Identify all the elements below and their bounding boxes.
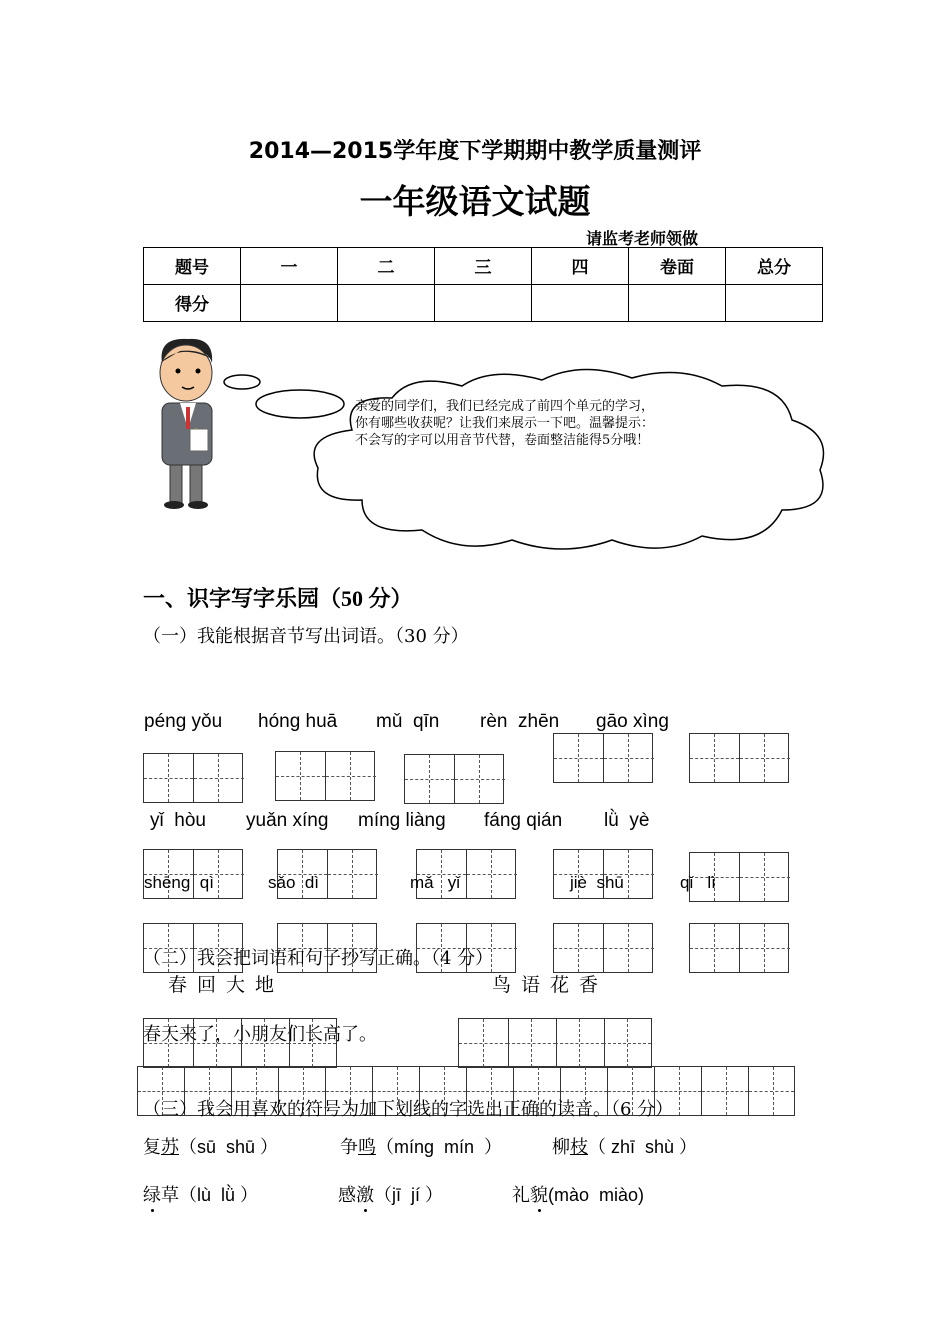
teacher-cartoon-illustration [140,333,230,511]
pinyin-label: sǎo dì [268,873,320,892]
score-table-score-row [144,285,823,322]
exam-title-line2: 一年级语文试题 [359,182,591,221]
score-header-cell: 一 [241,248,338,285]
pinyin-label: míng liàng [358,810,446,831]
writing-grid-row[interactable] [143,1018,337,1068]
reading-item: 争鸣（míng mín ） [340,1137,503,1158]
score-input-cell[interactable] [532,285,629,322]
pinyin-label: yǐ hòu [150,810,206,831]
bubble-line: 不会写的字可以用音节代替，卷面整洁能得5分哦！ [355,433,650,448]
writing-grid[interactable] [275,751,375,801]
score-header-cell: 总分 [726,248,823,285]
pinyin-label: jiè shū [570,873,624,892]
pinyin-label: fáng qián [484,810,563,831]
pinyin-options[interactable]: (mào miào) [548,1185,645,1205]
part3-title: （三）我会用喜欢的符号为加下划线的字选出正确的读音。（6 分） [143,1099,674,1120]
pinyin-label: mǔ qīn [376,711,440,732]
pinyin-label: shēng qì [144,873,214,892]
reading-item: 绿草（lù lǜ ） [143,1185,259,1206]
score-input-cell[interactable] [726,285,823,322]
score-input-cell[interactable] [241,285,338,322]
pinyin-label: qǐ lì [680,873,716,892]
underlined-char: 苏 [161,1137,179,1158]
pinyin-options[interactable]: （lù lǜ ） [179,1185,259,1205]
reading-item: 感激（jī jí ） [338,1185,444,1206]
score-header-cell: 二 [338,248,435,285]
score-row-label: 得分 [144,285,241,322]
reading-item: 柳枝（ zhī shù ） [552,1137,698,1158]
reading-item: 礼貌(mào miào) [512,1185,645,1206]
pinyin-label: yuǎn xíng [246,810,329,831]
score-input-cell[interactable] [435,285,532,322]
proctor-note: 请监考老师领做 [586,229,699,248]
reading-item: 复苏（sū shū ） [143,1137,279,1158]
writing-grid[interactable] [553,733,653,783]
pinyin-label: mǎ yǐ [410,873,461,892]
copy-word-1: 春回大地 [168,974,285,996]
underlined-char: 枝 [570,1137,588,1158]
score-header-cell: 四 [532,248,629,285]
score-table [143,247,823,322]
score-table-header-row [144,248,823,285]
pinyin-label: hóng huā [258,711,338,732]
score-header-cell: 三 [435,248,532,285]
part1-title: （一）我能根据音节写出词语。（30 分） [143,626,469,647]
writing-grid[interactable] [143,753,243,803]
writing-grid[interactable] [553,923,653,973]
dotted-char: 绿 [143,1185,161,1206]
pinyin-options[interactable]: （jī jí ） [374,1185,444,1205]
dotted-char: 貌 [530,1185,548,1206]
writing-grid-row[interactable] [458,1018,652,1068]
part2-title: （二）我会把词语和句子抄写正确。（4 分） [143,948,494,969]
pinyin-label: gāo xìng [596,711,669,732]
bubble-message [355,398,654,449]
pinyin-options[interactable]: （míng mín ） [376,1137,503,1157]
section1-title: 一、识字写字乐园（50 分） [143,586,413,611]
thought-bubble [222,360,836,560]
copy-sentence: 春天来了，小朋友们长高了。 [143,1024,377,1045]
bubble-line: 你有哪些收获呢？让我们来展示一下吧。温馨提示： [355,416,655,431]
pinyin-label: péng yǒu [144,711,223,732]
dotted-char: 激 [356,1185,374,1206]
score-header-cell: 题号 [144,248,241,285]
writing-grid[interactable] [689,733,789,783]
exam-title-line1: 2014—2015学年度下学期期中教学质量测评 [248,139,702,164]
score-input-cell[interactable] [629,285,726,322]
pinyin-label: rèn zhēn [480,711,560,732]
copy-word-2: 鸟语花香 [492,974,609,996]
pinyin-label: lǜ yè [604,810,650,831]
bubble-line: 亲爱的同学们，我们已经完成了前四个单元的学习， [355,399,655,414]
pinyin-options[interactable]: （ zhī shù ） [588,1137,698,1157]
score-header-cell: 卷面 [629,248,726,285]
writing-grid[interactable] [689,923,789,973]
underlined-char: 鸣 [358,1137,376,1158]
writing-grid[interactable] [404,754,504,804]
pinyin-options[interactable]: （sū shū ） [179,1137,279,1157]
score-input-cell[interactable] [338,285,435,322]
